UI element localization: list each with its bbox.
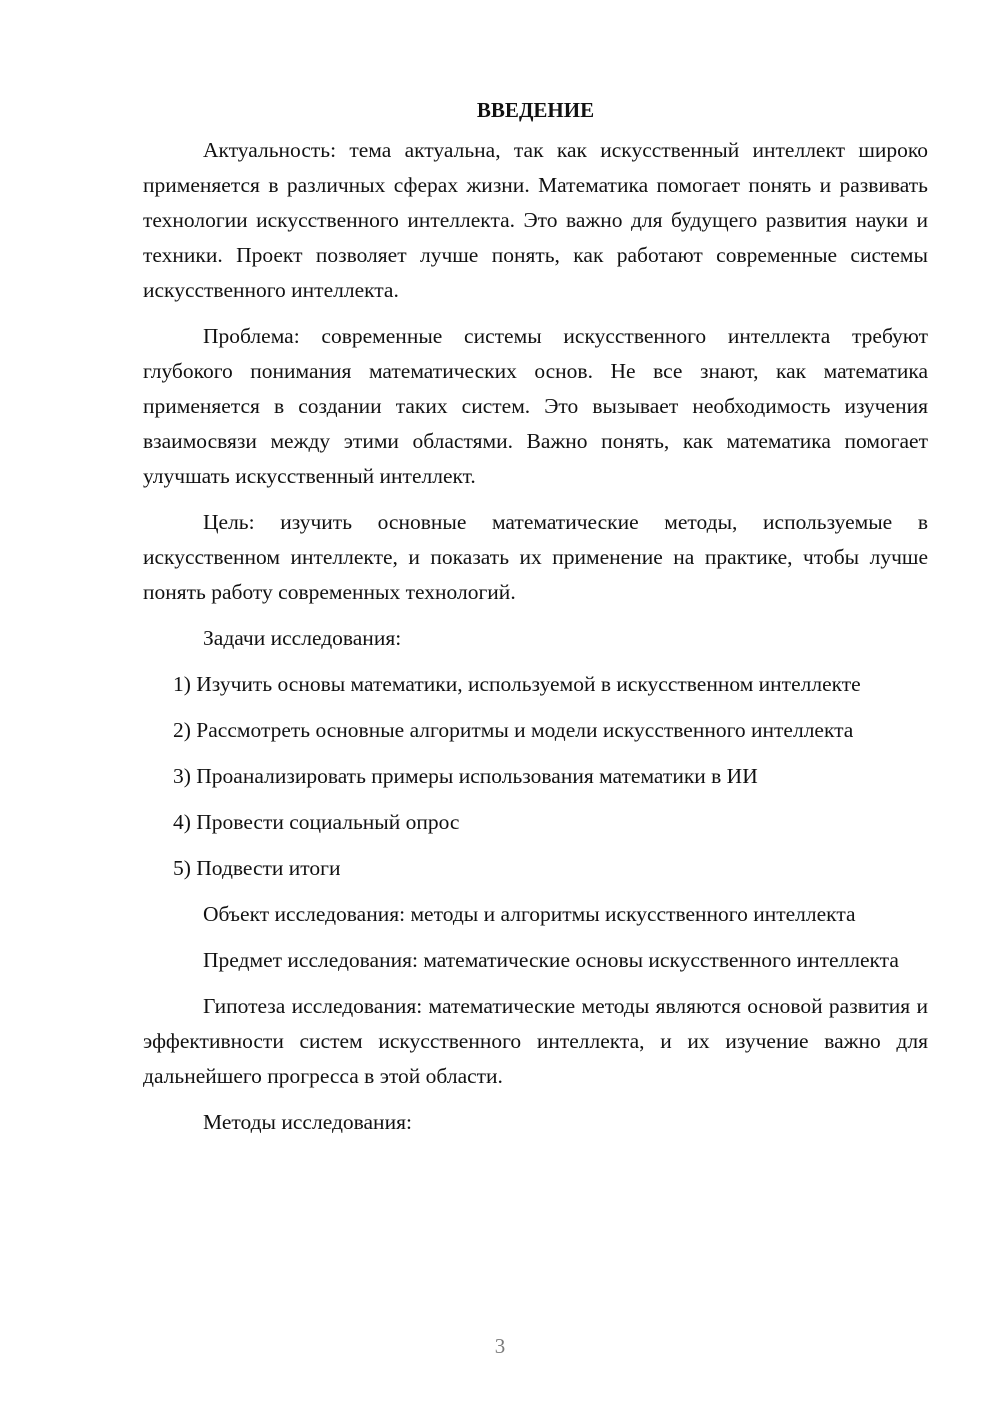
task-item-1: 1) Изучить основы математики, используемой в искусственном интеллекте bbox=[173, 672, 861, 696]
task-item-4: 4) Провести социальный опрос bbox=[173, 810, 460, 834]
paragraph-problem: Проблема: современные системы искусственного интеллекта требуют глубокого понимания математических основ. Не все знают, как математика применяется в создании таких систем. Это вызывает необходимость изучения взаимосвязи между этими областями. Важно понять, как математика помогает улучшать искусственный интеллект. bbox=[143, 324, 928, 488]
task-item-2: 2) Рассмотреть основные алгоритмы и модели искусственного интеллекта bbox=[173, 718, 854, 742]
paragraph-subject: Предмет исследования: математические основы искусственного интеллекта bbox=[203, 948, 899, 972]
document-page bbox=[143, 95, 928, 1151]
page-title: ВВЕДЕНИЕ bbox=[476, 98, 595, 122]
task-item-5: 5) Подвести итоги bbox=[173, 856, 341, 880]
task-item-3: 3) Проанализировать примеры использования математики в ИИ bbox=[173, 764, 758, 788]
paragraph-goal: Цель: изучить основные математические методы, используемые в искусственном интеллекте, и показать их применение на практике, чтобы лучше понять работу современных технологий. bbox=[143, 510, 928, 604]
paragraph-object: Объект исследования: методы и алгоритмы искусственного интеллекта bbox=[203, 902, 856, 926]
page-number: 3 bbox=[494, 1334, 506, 1358]
paragraph-hypothesis: Гипотеза исследования: математические методы являются основой развития и эффективности систем искусственного интеллекта, и их изучение важно для дальнейшего прогресса в этой области. bbox=[143, 994, 928, 1088]
methods-heading: Методы исследования: bbox=[203, 1110, 412, 1134]
paragraph-relevance: Актуальность: тема актуальна, так как искусственный интеллект широко применяется в различных сферах жизни. Математика помогает понять и развивать технологии искусственного интеллекта. Это важно для будущего развития науки и техники. Проект позволяет лучше понять, как работают современные системы искусственного интеллекта. bbox=[143, 138, 928, 302]
tasks-heading: Задачи исследования: bbox=[203, 626, 402, 650]
